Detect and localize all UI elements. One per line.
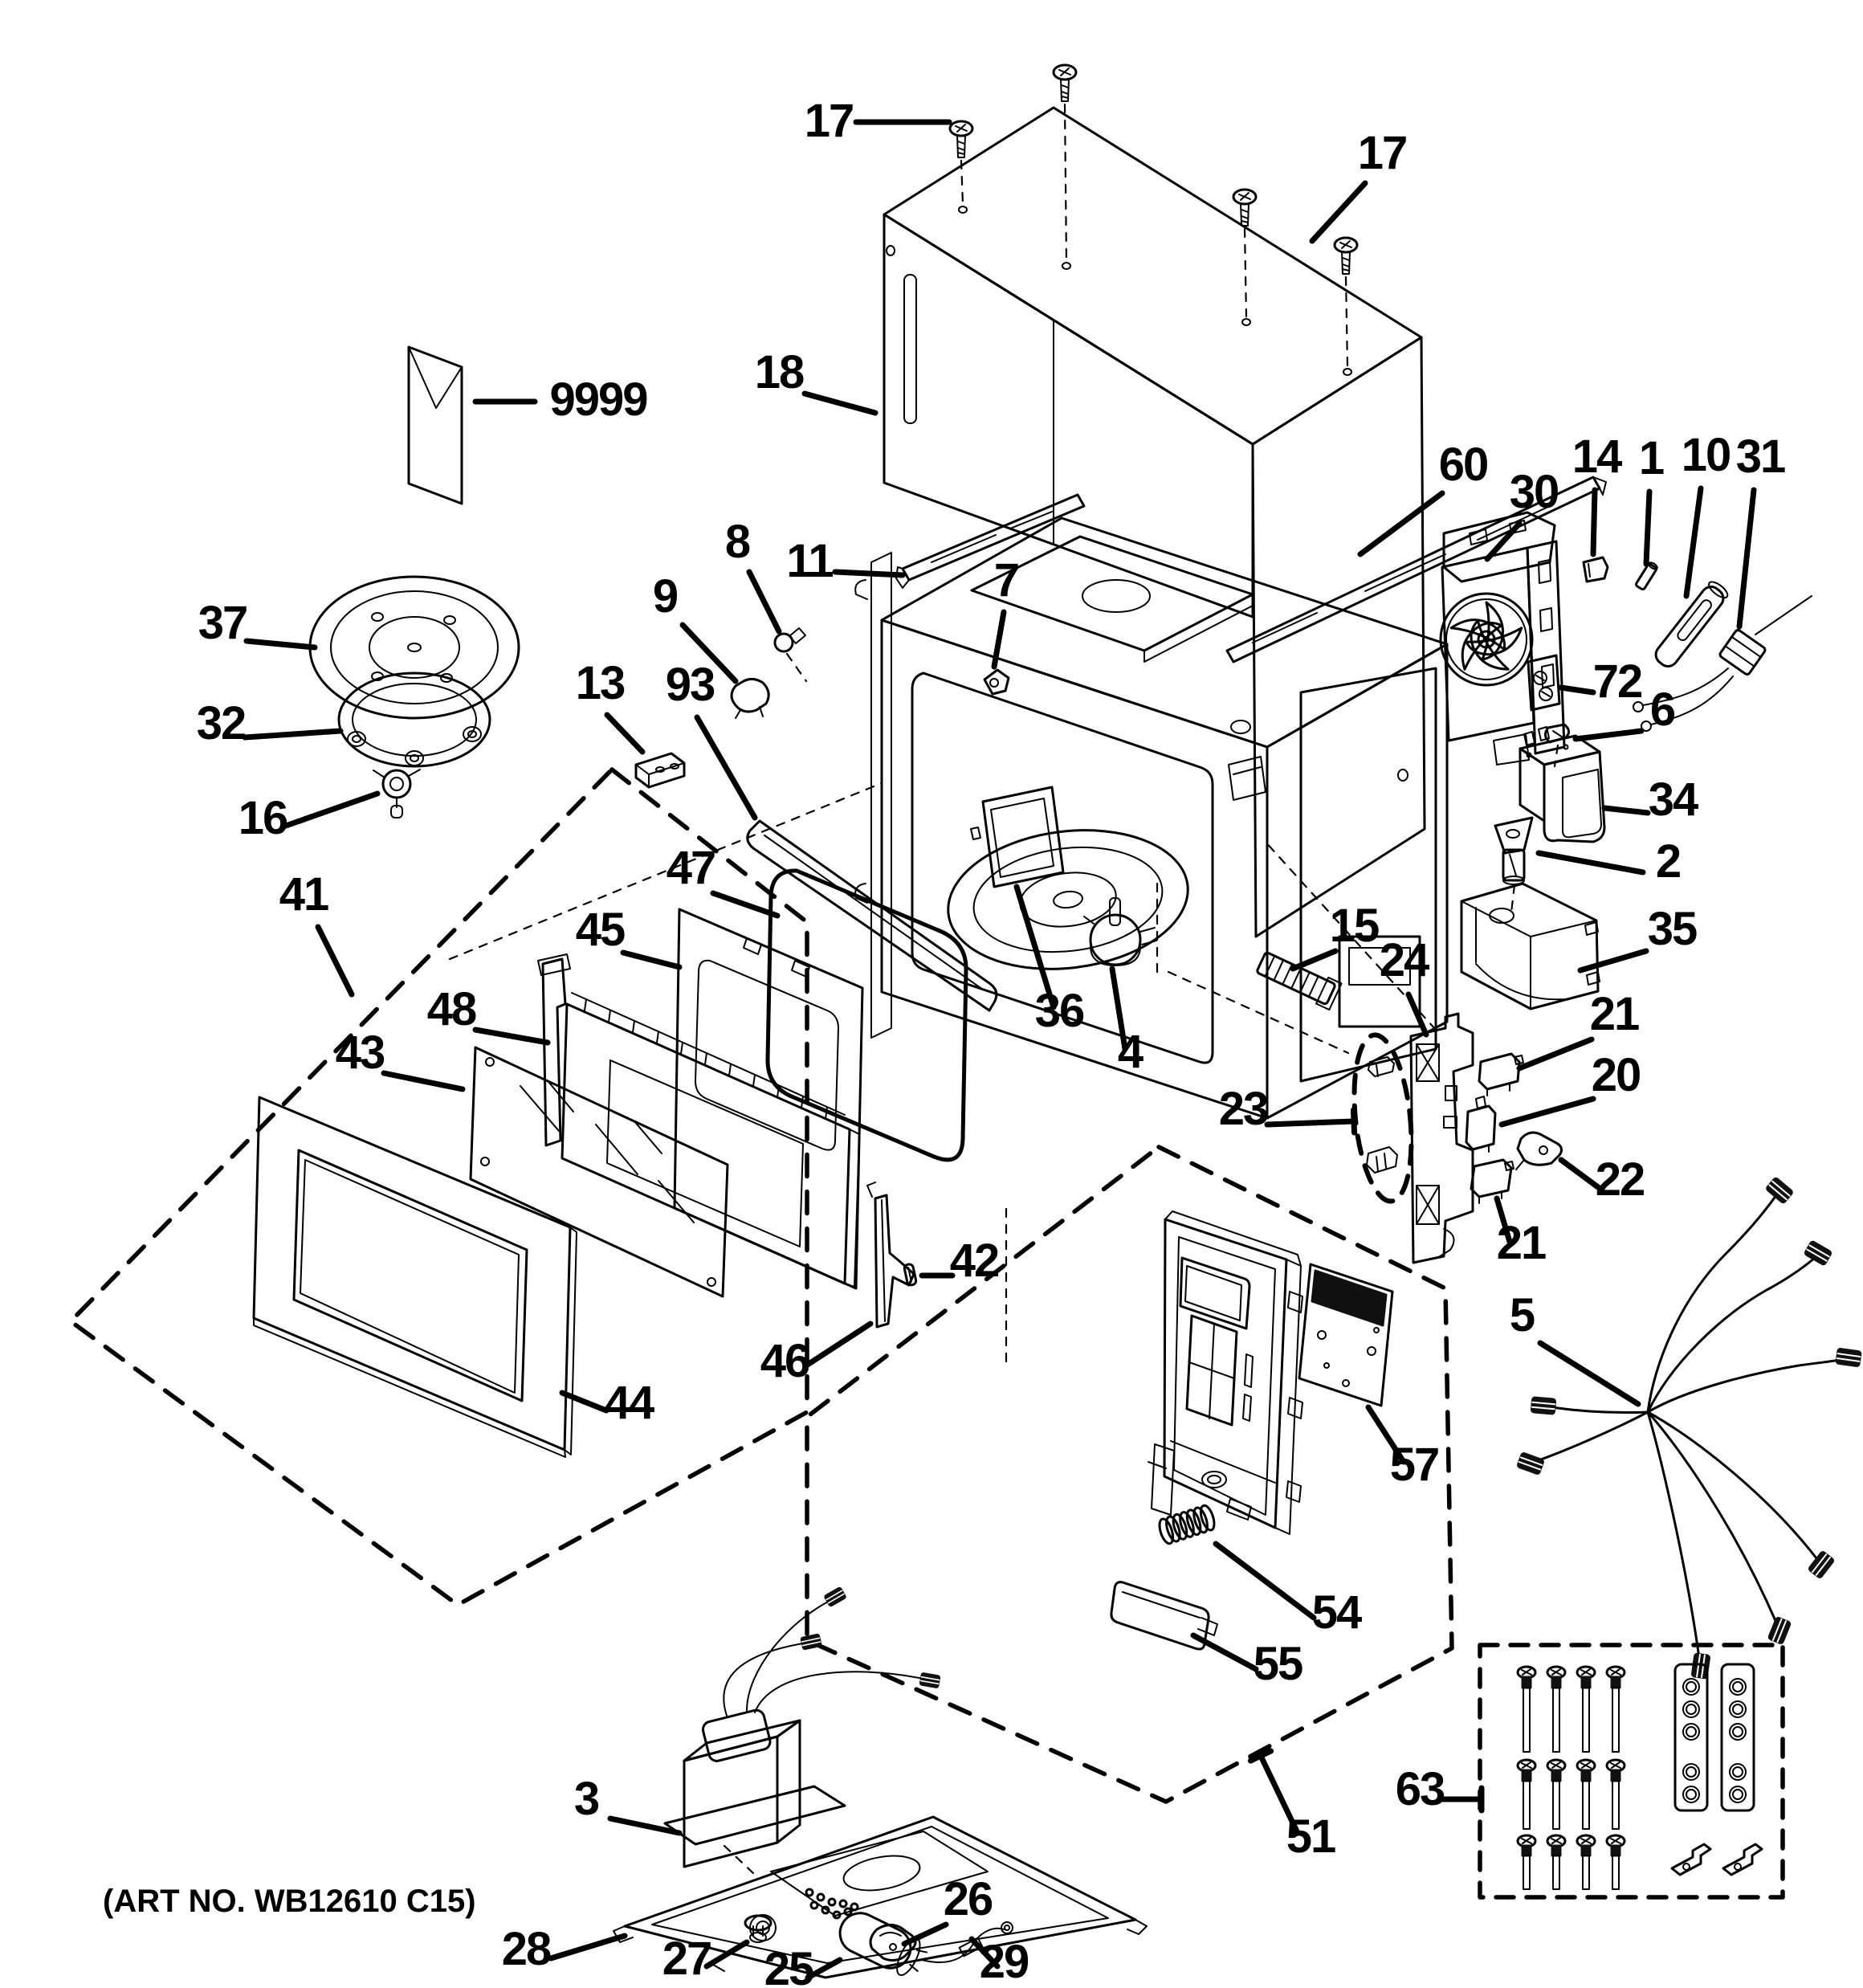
part-number-label: 37 <box>198 597 247 649</box>
support-rail-11 <box>896 495 1084 588</box>
part-callout-43-28 <box>336 1027 463 1089</box>
cover-screws <box>950 65 1357 366</box>
leader-line <box>1540 1343 1638 1404</box>
explosion-axes <box>450 654 1436 1365</box>
part-number-label: 23 <box>1218 1083 1268 1135</box>
part-callout-37-19 <box>198 597 315 649</box>
interlock-switch-21-lower <box>1471 1160 1514 1203</box>
part-callout-51-45 <box>1250 1751 1335 1863</box>
part-number-label: 13 <box>575 657 625 709</box>
part-number-label: 60 <box>1438 439 1488 491</box>
leader-line <box>713 893 777 916</box>
wire-harness <box>1518 1178 1861 1678</box>
part-number-label: 63 <box>1395 1763 1445 1815</box>
leader-line <box>1561 1160 1598 1187</box>
leader-line <box>1193 1635 1256 1669</box>
part-callout-14-10 <box>1572 431 1622 554</box>
hardware-kit <box>1480 1645 1783 1897</box>
part-number-label: 57 <box>1389 1439 1439 1491</box>
leader-line <box>1580 951 1646 970</box>
air-duct-35 <box>1461 884 1600 1009</box>
part-number-label: 28 <box>501 1923 551 1975</box>
part-number-label: 30 <box>1509 466 1559 518</box>
part-callout-9999-3 <box>475 374 647 426</box>
part-number-label: 27 <box>662 1933 711 1985</box>
part-number-label: 32 <box>196 697 246 749</box>
part-number-label: 6 <box>1649 684 1675 736</box>
lamp-socket <box>732 679 768 718</box>
latch-lever-22 <box>1516 1133 1562 1170</box>
turntable-tray <box>310 577 519 718</box>
part-callout-17-0 <box>805 95 949 147</box>
leader-line <box>607 715 642 752</box>
latch-detail-ellipse-23 <box>1347 1032 1418 1204</box>
part-callout-5-41 <box>1510 1289 1638 1404</box>
part-number-label: 24 <box>1379 934 1429 986</box>
part-number-label: 10 <box>1681 429 1731 481</box>
part-callout-2-17 <box>1539 835 1680 888</box>
part-callout-13-22 <box>576 657 642 752</box>
leader-line <box>1739 490 1754 627</box>
part-callout-30-9 <box>1487 466 1558 559</box>
art-number: (ART NO. WB12610 C15) <box>103 1884 476 1919</box>
leader-line <box>1576 731 1641 739</box>
part-number-label: 2 <box>1655 835 1681 888</box>
part-number-label: 45 <box>575 904 625 956</box>
door-latch-lever-46 <box>867 1182 914 1327</box>
part-number-label: 7 <box>993 554 1019 606</box>
part-number-label: 5 <box>1509 1289 1535 1341</box>
part-number-label: 42 <box>949 1235 999 1287</box>
roller-ring <box>339 673 490 766</box>
interlock-switch-21-upper <box>1479 1054 1523 1096</box>
door-assembly-outline <box>71 769 807 1605</box>
part-callout-41-24 <box>279 868 352 994</box>
part-number-label: 20 <box>1591 1049 1641 1101</box>
part-number-label: 55 <box>1253 1638 1302 1690</box>
leader-line <box>623 953 679 967</box>
waveguide-cover <box>971 787 1063 887</box>
fuse-holder-10 <box>1652 579 1730 670</box>
part-callout-72-14 <box>1561 655 1641 708</box>
wrap-around-cover <box>884 108 1425 937</box>
part-number-label: 48 <box>426 983 476 1035</box>
literature-envelope <box>409 347 462 504</box>
part-number-label: 46 <box>760 1335 809 1387</box>
part-callout-7-5 <box>994 554 1018 667</box>
part-callout-46-39 <box>760 1324 870 1387</box>
control-panel <box>1148 1211 1302 1534</box>
part-number-label: 4 <box>1117 1026 1143 1078</box>
leader-line <box>551 1936 625 1958</box>
leader-line <box>1646 492 1649 564</box>
part-number-label: 17 <box>804 95 854 147</box>
part-callout-44-40 <box>562 1377 654 1429</box>
leader-line <box>697 717 755 818</box>
part-callout-29-52 <box>972 1936 1029 1988</box>
part-callout-45-26 <box>576 904 679 967</box>
part-callout-10-12 <box>1682 429 1731 596</box>
display-pcb-57 <box>1299 1264 1392 1406</box>
part-number-label: 21 <box>1589 988 1639 1040</box>
part-number-label: 9999 <box>549 374 647 426</box>
part-number-label: 44 <box>604 1377 654 1429</box>
part-callout-18-2 <box>755 346 875 413</box>
part-number-label: 36 <box>1034 985 1084 1037</box>
part-callout-21-37 <box>1497 1198 1546 1269</box>
part-number-label: 18 <box>754 346 804 398</box>
antenna-funnel-2 <box>1495 818 1532 912</box>
transformer <box>665 1587 940 1988</box>
leader-line <box>384 1073 463 1089</box>
latch-board-24 <box>1411 1014 1473 1263</box>
leader-line <box>1686 488 1701 596</box>
part-callout-26-49 <box>904 1873 993 1944</box>
part-number-label: 31 <box>1735 431 1785 483</box>
leader-line <box>805 394 875 413</box>
part-number-label: 54 <box>1311 1586 1361 1639</box>
oven-cavity-assembly <box>855 518 1447 1118</box>
part-callout-3-47 <box>574 1773 679 1833</box>
part-callout-54-43 <box>1216 1544 1362 1639</box>
leader-line <box>749 572 779 631</box>
clip-14 <box>1584 557 1608 582</box>
leader-line <box>1519 1039 1592 1068</box>
part-callout-11-4 <box>786 535 903 587</box>
part-number-label: 8 <box>724 516 750 568</box>
door-panel-44 <box>254 1097 577 1457</box>
part-number-label: 25 <box>764 1943 813 1988</box>
door-glass-43 <box>471 1047 728 1296</box>
part-number-label: 21 <box>1496 1217 1546 1269</box>
leader-line <box>286 794 377 826</box>
leader-line <box>1293 951 1335 969</box>
interlock-switch-20 <box>1466 1096 1495 1156</box>
part-number-label: 14 <box>1572 431 1621 483</box>
part-callout-17-1 <box>1312 127 1406 241</box>
part-number-label: 15 <box>1329 900 1379 952</box>
part-callout-42-38 <box>922 1235 998 1287</box>
part-number-label: 47 <box>666 842 715 894</box>
part-number-label: 29 <box>979 1936 1029 1988</box>
leader-line <box>707 1942 747 1966</box>
leader-line <box>245 731 340 737</box>
part-number-label: 72 <box>1592 655 1642 708</box>
part-number-label: 3 <box>573 1773 599 1825</box>
part-callout-8-6 <box>725 516 779 631</box>
spring-54 <box>1157 1504 1217 1545</box>
part-callout-36-29 <box>1017 887 1084 1037</box>
turntable-motor <box>1084 898 1156 965</box>
leader-line <box>1360 493 1442 554</box>
part-callout-63-46 <box>1396 1763 1482 1815</box>
part-callout-25-51 <box>764 1943 840 1988</box>
magnetron <box>1520 727 1604 842</box>
part-callout-32-20 <box>197 697 340 749</box>
leader-line <box>1593 490 1595 554</box>
leader-line <box>1216 1544 1314 1618</box>
leader-line <box>1604 808 1648 813</box>
leader-line <box>1312 183 1365 241</box>
part-callout-48-27 <box>427 983 548 1043</box>
part-number-label: 93 <box>665 659 715 711</box>
part-callout-1-11 <box>1639 432 1664 564</box>
part-number-label: 34 <box>1648 774 1698 826</box>
part-callout-22-36 <box>1561 1153 1644 1206</box>
foot-27 <box>745 1916 771 1942</box>
part-number-label: 9 <box>652 570 678 623</box>
leader-line <box>318 927 352 994</box>
part-callout-31-13 <box>1736 431 1785 627</box>
leader-line <box>1502 1099 1593 1125</box>
thermostat-clip <box>984 670 1009 694</box>
part-callout-34-16 <box>1604 774 1698 826</box>
leader-line <box>1561 688 1593 692</box>
part-number-label: 51 <box>1286 1810 1335 1863</box>
part-callout-16-21 <box>238 792 377 844</box>
part-number-label: 41 <box>279 868 328 921</box>
part-number-label: 26 <box>943 1873 993 1925</box>
part-callout-27-50 <box>662 1933 747 1985</box>
leader-line <box>806 1324 870 1365</box>
leader-line <box>247 641 315 647</box>
part-number-label: 35 <box>1647 903 1697 955</box>
part-number-label: 16 <box>238 792 287 844</box>
part-number-label: 22 <box>1595 1153 1645 1206</box>
leader-line <box>1267 1121 1354 1125</box>
part-number-label: 17 <box>1357 127 1407 179</box>
part-number-label: 11 <box>786 535 833 587</box>
part-callout-55-44 <box>1193 1635 1302 1690</box>
part-callouts <box>197 95 1785 1988</box>
leader-line <box>1539 853 1643 872</box>
part-callout-4-30 <box>1112 969 1143 1078</box>
latch-bracket-13 <box>636 753 684 787</box>
part-number-label: 43 <box>335 1027 385 1079</box>
control-panel-outline <box>807 1147 1452 1802</box>
leader-line <box>835 572 903 575</box>
leader-tick <box>1353 1110 1354 1133</box>
part-callout-57-42 <box>1368 1407 1438 1491</box>
turntable-coupler <box>373 769 420 818</box>
part-callout-28-48 <box>502 1923 625 1975</box>
leader-line <box>562 1393 606 1410</box>
part-number-label: 1 <box>1638 432 1664 484</box>
leader-line <box>475 1030 548 1043</box>
